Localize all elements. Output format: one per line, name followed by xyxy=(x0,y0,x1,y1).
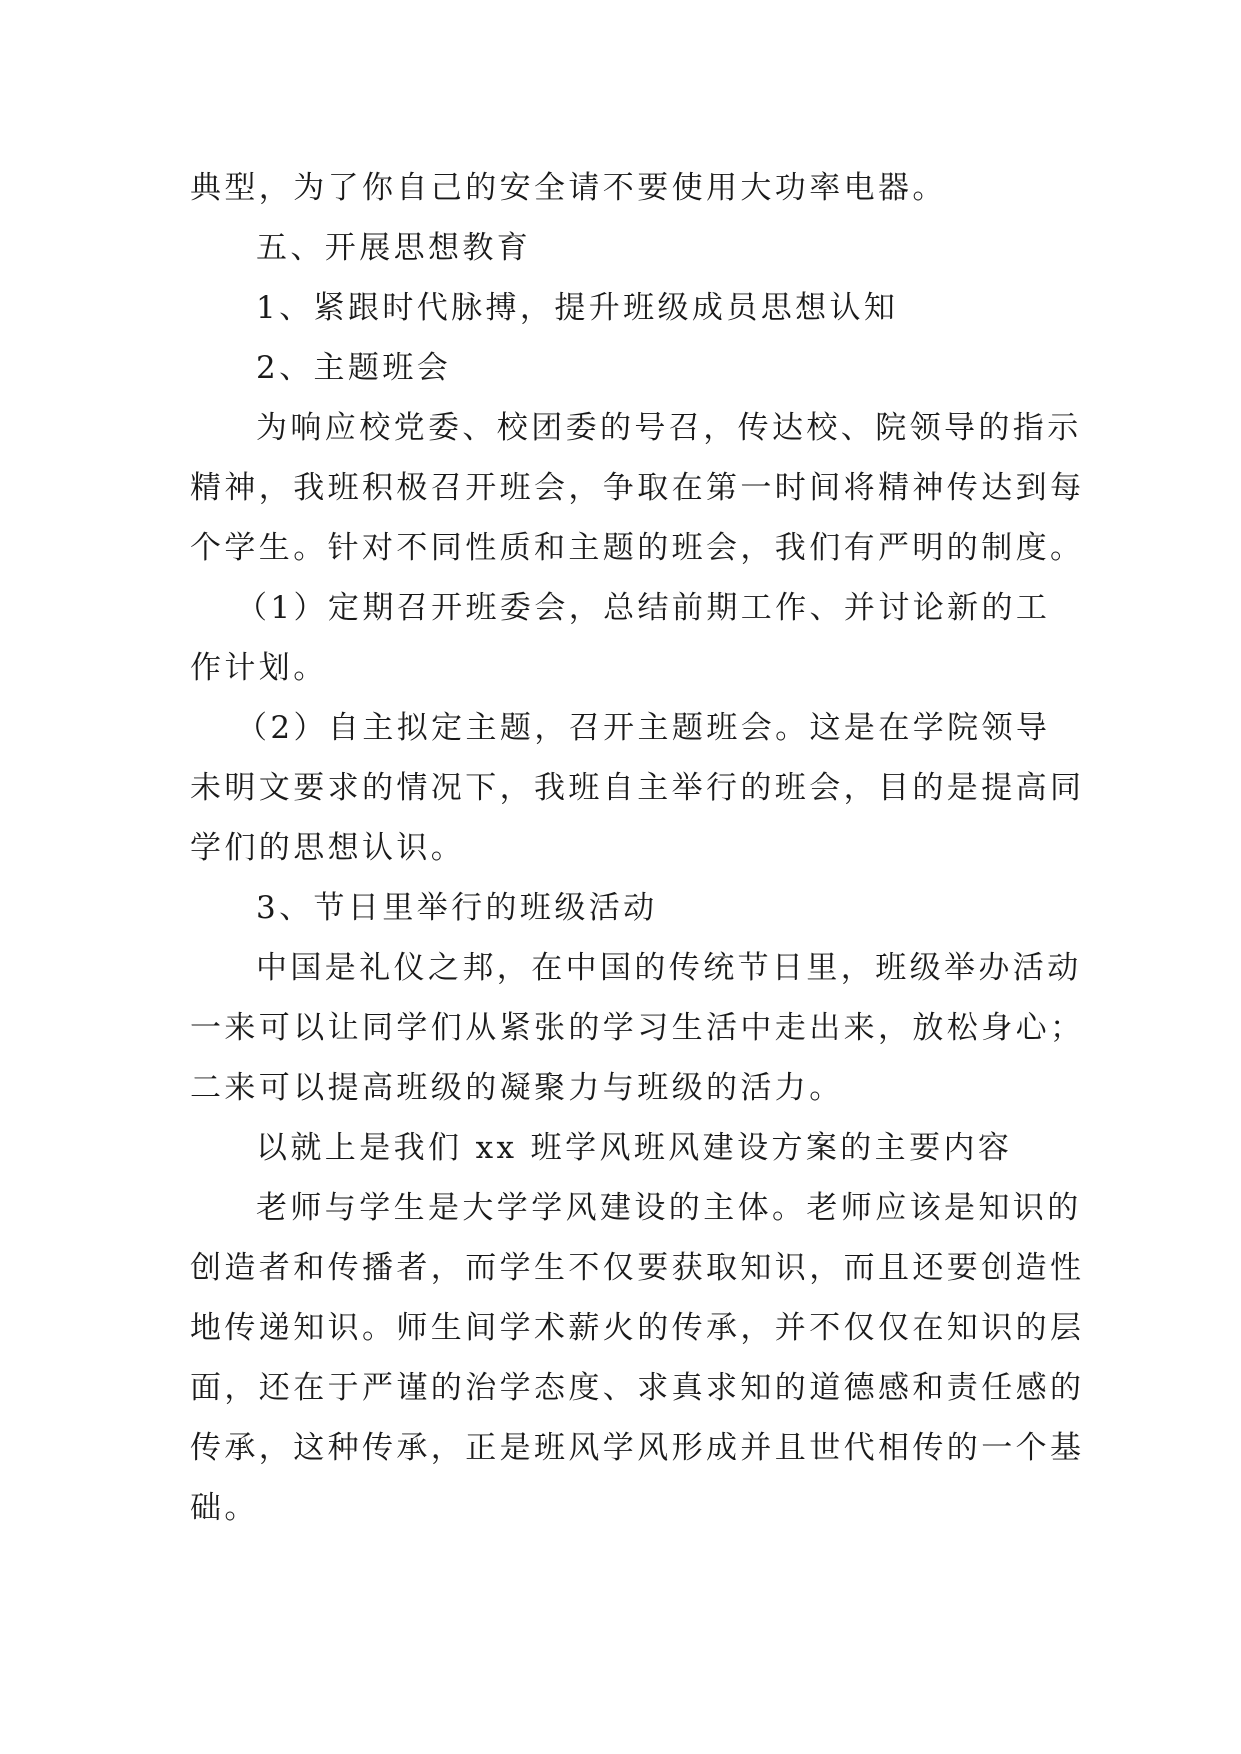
paragraph-first-line: 以就上是我们 xx 班学风班风建设方案的主要内容 xyxy=(256,1130,1013,1166)
paragraph-first-line: 中国是礼仪之邦，在中国的传统节日里，班级举办活动 xyxy=(256,950,1082,986)
paragraph-first-line: 老师与学生是大学学风建设的主体。老师应该是知识的 xyxy=(256,1190,1082,1226)
subsection-heading: 1、紧跟时代脉搏，提升班级成员思想认知 xyxy=(256,290,899,326)
text-line: 础。 xyxy=(190,1490,259,1526)
document-page xyxy=(190,158,1085,1538)
text-line: 二来可以提高班级的凝聚力与班级的活力。 xyxy=(190,1070,844,1106)
text-line: 作计划。 xyxy=(190,650,328,686)
text-line: 创造者和传播者，而学生不仅要获取知识，而且还要创造性 xyxy=(190,1250,1085,1286)
paragraph-first-line: 为响应校党委、校团委的号召，传达校、院领导的指示 xyxy=(256,410,1082,446)
subsection-heading: 2、主题班会 xyxy=(256,350,452,386)
text-line: 传承，这种传承，正是班风学风形成并且世代相传的一个基 xyxy=(190,1430,1085,1466)
text-line: 个学生。针对不同性质和主题的班会，我们有严明的制度。 xyxy=(190,530,1085,566)
text-line: 未明文要求的情况下，我班自主举行的班会，目的是提高同 xyxy=(190,770,1085,806)
subsection-heading: 3、节日里举行的班级活动 xyxy=(256,890,658,926)
text-line: 典型，为了你自己的安全请不要使用大功率电器。 xyxy=(190,170,947,206)
list-item-first-line: （1）定期召开班委会，总结前期工作、并讨论新的工 xyxy=(236,590,1051,626)
text-line: 学们的思想认识。 xyxy=(190,830,466,866)
text-line: 地传递知识。师生间学术薪火的传承，并不仅仅在知识的层 xyxy=(190,1310,1085,1346)
list-item-first-line: （2）自主拟定主题，召开主题班会。这是在学院领导 xyxy=(236,710,1051,746)
section-heading: 五、开展思想教育 xyxy=(256,230,532,266)
text-line: 精神，我班积极召开班会，争取在第一时间将精神传达到每 xyxy=(190,470,1085,506)
text-line: 一来可以让同学们从紧张的学习生活中走出来，放松身心； xyxy=(190,1010,1085,1046)
text-line: 面，还在于严谨的治学态度、求真求知的道德感和责任感的 xyxy=(190,1370,1085,1406)
